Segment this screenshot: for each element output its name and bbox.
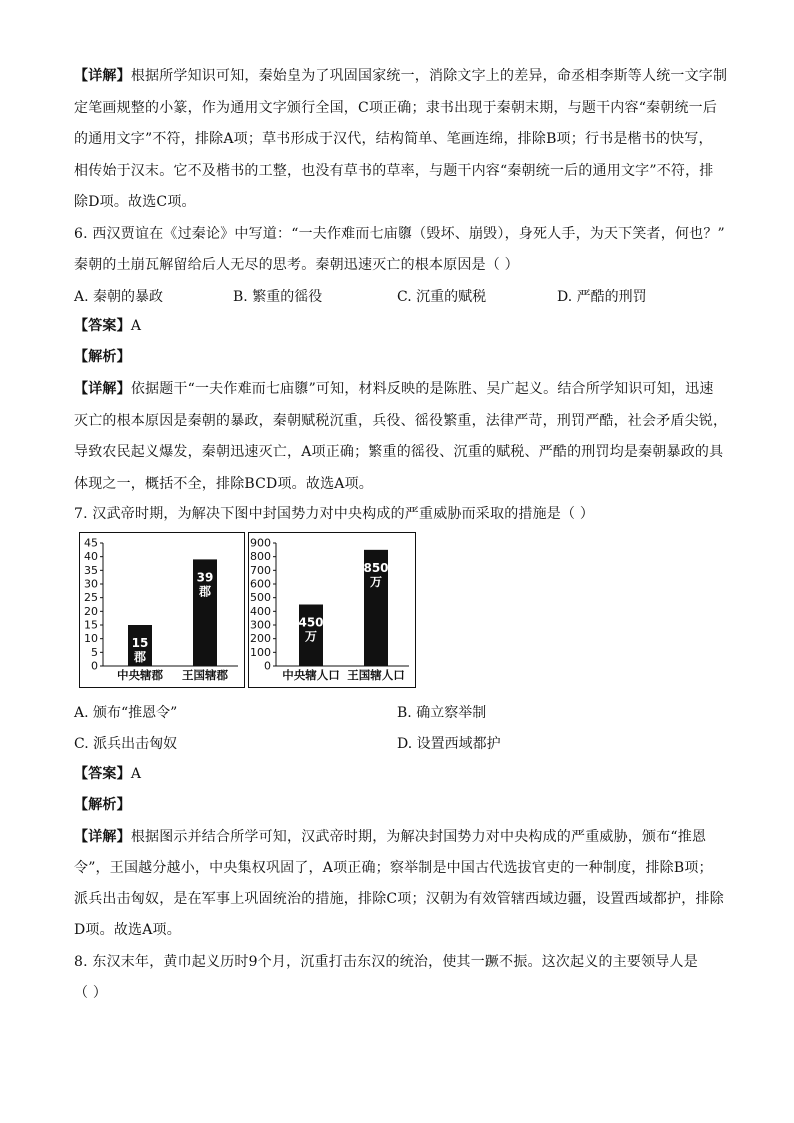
y-tick-label: 20 [84, 604, 98, 618]
bar-data-label-unit: 郡 [198, 584, 212, 599]
y-tick-label: 600 [250, 577, 271, 591]
q7-detail-line-2: 令”，王国越分越小，中央集权巩固了，A项正确；察举制是中国古代选拔官吏的一种制度，排除B项； [74, 860, 713, 876]
y-tick-label: 700 [250, 563, 271, 577]
y-tick-label: 35 [84, 563, 98, 577]
y-tick-label: 800 [250, 550, 271, 564]
q6-option-c: C. 沉重的赋税 [397, 289, 487, 305]
y-tick-label: 300 [250, 618, 271, 632]
q5-detail-line-3: 的通用文字”不符，排除A项；草书形成于汉代，结构简单、笔画连绵，排除B项；行书是楷书的快写， [74, 131, 713, 147]
category-label: 中央辖人口 [282, 668, 340, 682]
q7-option-b: B. 确立察举制 [397, 705, 487, 721]
chart-commanderies [79, 532, 245, 688]
category-label: 王国辖郡 [182, 668, 228, 682]
q5-detail-line-4: 相传始于汉末。它不及楷书的工整，也没有草书的草率，与题干内容“秦朝统一后的通用文字”不符，排 [74, 163, 714, 179]
q8-stem-line-1: 8. 东汉末年，黄巾起义历时9个月，沉重打击东汉的统治，使其一蹶不振。这次起义的主要领导人是 [74, 954, 698, 970]
q5-detail-line-2: 定笔画规整的小篆，作为通用文字颁行全国，C项正确；隶书出现于秦朝末期，与题干内容“秦朝统一后 [74, 100, 718, 116]
y-tick-label: 900 [250, 536, 271, 550]
bar-data-label-value: 15 [131, 636, 149, 650]
q7-stem: 7. 汉武帝时期，为解决下图中封国势力对中央构成的严重威胁而采取的措施是（ ） [74, 506, 595, 522]
y-tick-label: 500 [250, 591, 271, 605]
y-tick-label: 15 [84, 618, 98, 632]
q7-detail-line-4: D项。故选A项。 [74, 922, 181, 938]
bar-data-label-value: 850 [363, 560, 389, 575]
y-tick-label: 200 [250, 632, 271, 646]
chart-commanderies-svg [80, 533, 243, 686]
q7-detail-line-1: 【详解】根据图示并结合所学可知，汉武帝时期，为解决封国势力对中央构成的严重威胁，颁布“推恩 [74, 829, 707, 845]
q7-option-d: D. 设置西域都护 [397, 736, 501, 752]
q6-option-d: D. 严酷的刑罚 [557, 289, 647, 305]
bar-data-label-unit: 万 [304, 629, 318, 644]
q6-analysis-heading: 【解析】 [74, 349, 131, 365]
q7-detail-line-3: 派兵出击匈奴，是在军事上巩固统治的措施，排除C项；汉朝为有效管辖西域边疆，设置西域都护，排除 [74, 891, 724, 907]
q5-detail-line-5: 除D项。故选C项。 [74, 194, 196, 210]
q6-detail-line-3: 导致农民起义爆发，秦朝迅速灭亡，A项正确；繁重的徭役、沉重的赋税、严酷的刑罚均是秦朝暴政的具 [74, 444, 724, 460]
q6-option-b: B. 繁重的徭役 [233, 289, 323, 305]
q6-answer: 【答案】A [74, 318, 142, 334]
y-tick-label: 100 [250, 645, 271, 659]
chart-population [248, 532, 416, 688]
q7-answer: 【答案】A [74, 766, 142, 782]
chart-population-svg [249, 533, 414, 686]
detail-tag: 【详解】 [74, 68, 131, 84]
q5-detail-line-1: 【详解】根据所学知识可知，秦始皇为了巩固国家统一，消除文字上的差异，命丞相李斯等人统一文字制 [74, 68, 728, 84]
category-label: 王国辖人口 [347, 668, 405, 682]
y-tick-label: 40 [84, 550, 98, 564]
q6-detail-line-1: 【详解】依据题干“一夫作难而七庙隳”可知，材料反映的是陈胜、吴广起义。结合所学知识可知，迅速 [74, 381, 714, 397]
q6-detail-line-4: 体现之一，概括不全，排除BCD项。故选A项。 [74, 476, 373, 492]
y-tick-label: 30 [84, 577, 98, 591]
bar-data-label-unit: 万 [369, 574, 383, 589]
q6-stem-line-1: 6. 西汉贾谊在《过秦论》中写道：“一夫作难而七庙隳（毁坏、崩毁），身死人手，为天下笑者，何也？” [74, 226, 725, 242]
category-label: 中央辖郡 [117, 668, 163, 682]
y-tick-label: 0 [264, 659, 271, 673]
q7-analysis-heading: 【解析】 [74, 797, 131, 813]
y-tick-label: 45 [84, 536, 98, 550]
y-tick-label: 0 [91, 659, 98, 673]
y-tick-label: 10 [84, 632, 98, 646]
bar-data-label-unit: 郡 [133, 650, 147, 664]
q6-detail-line-2: 灭亡的根本原因是秦朝的暴政，秦朝赋税沉重，兵役、徭役繁重，法律严苛，刑罚严酷，社会矛盾尖锐， [74, 413, 728, 429]
y-tick-label: 400 [250, 604, 271, 618]
q8-stem-line-2: （ ） [74, 985, 108, 1001]
y-tick-label: 5 [91, 645, 98, 659]
q6-option-a: A. 秦朝的暴政 [74, 289, 164, 305]
q6-stem-line-2: 秦朝的土崩瓦解留给后人无尽的思考。秦朝迅速灭亡的根本原因是（ ） [74, 257, 519, 273]
q7-option-c: C. 派兵出击匈奴 [74, 736, 178, 752]
y-tick-label: 25 [84, 591, 98, 605]
bar-data-label-value: 450 [298, 615, 324, 630]
q7-option-a: A. 颁布“推恩令” [74, 705, 178, 721]
bar-data-label-value: 39 [196, 570, 214, 585]
